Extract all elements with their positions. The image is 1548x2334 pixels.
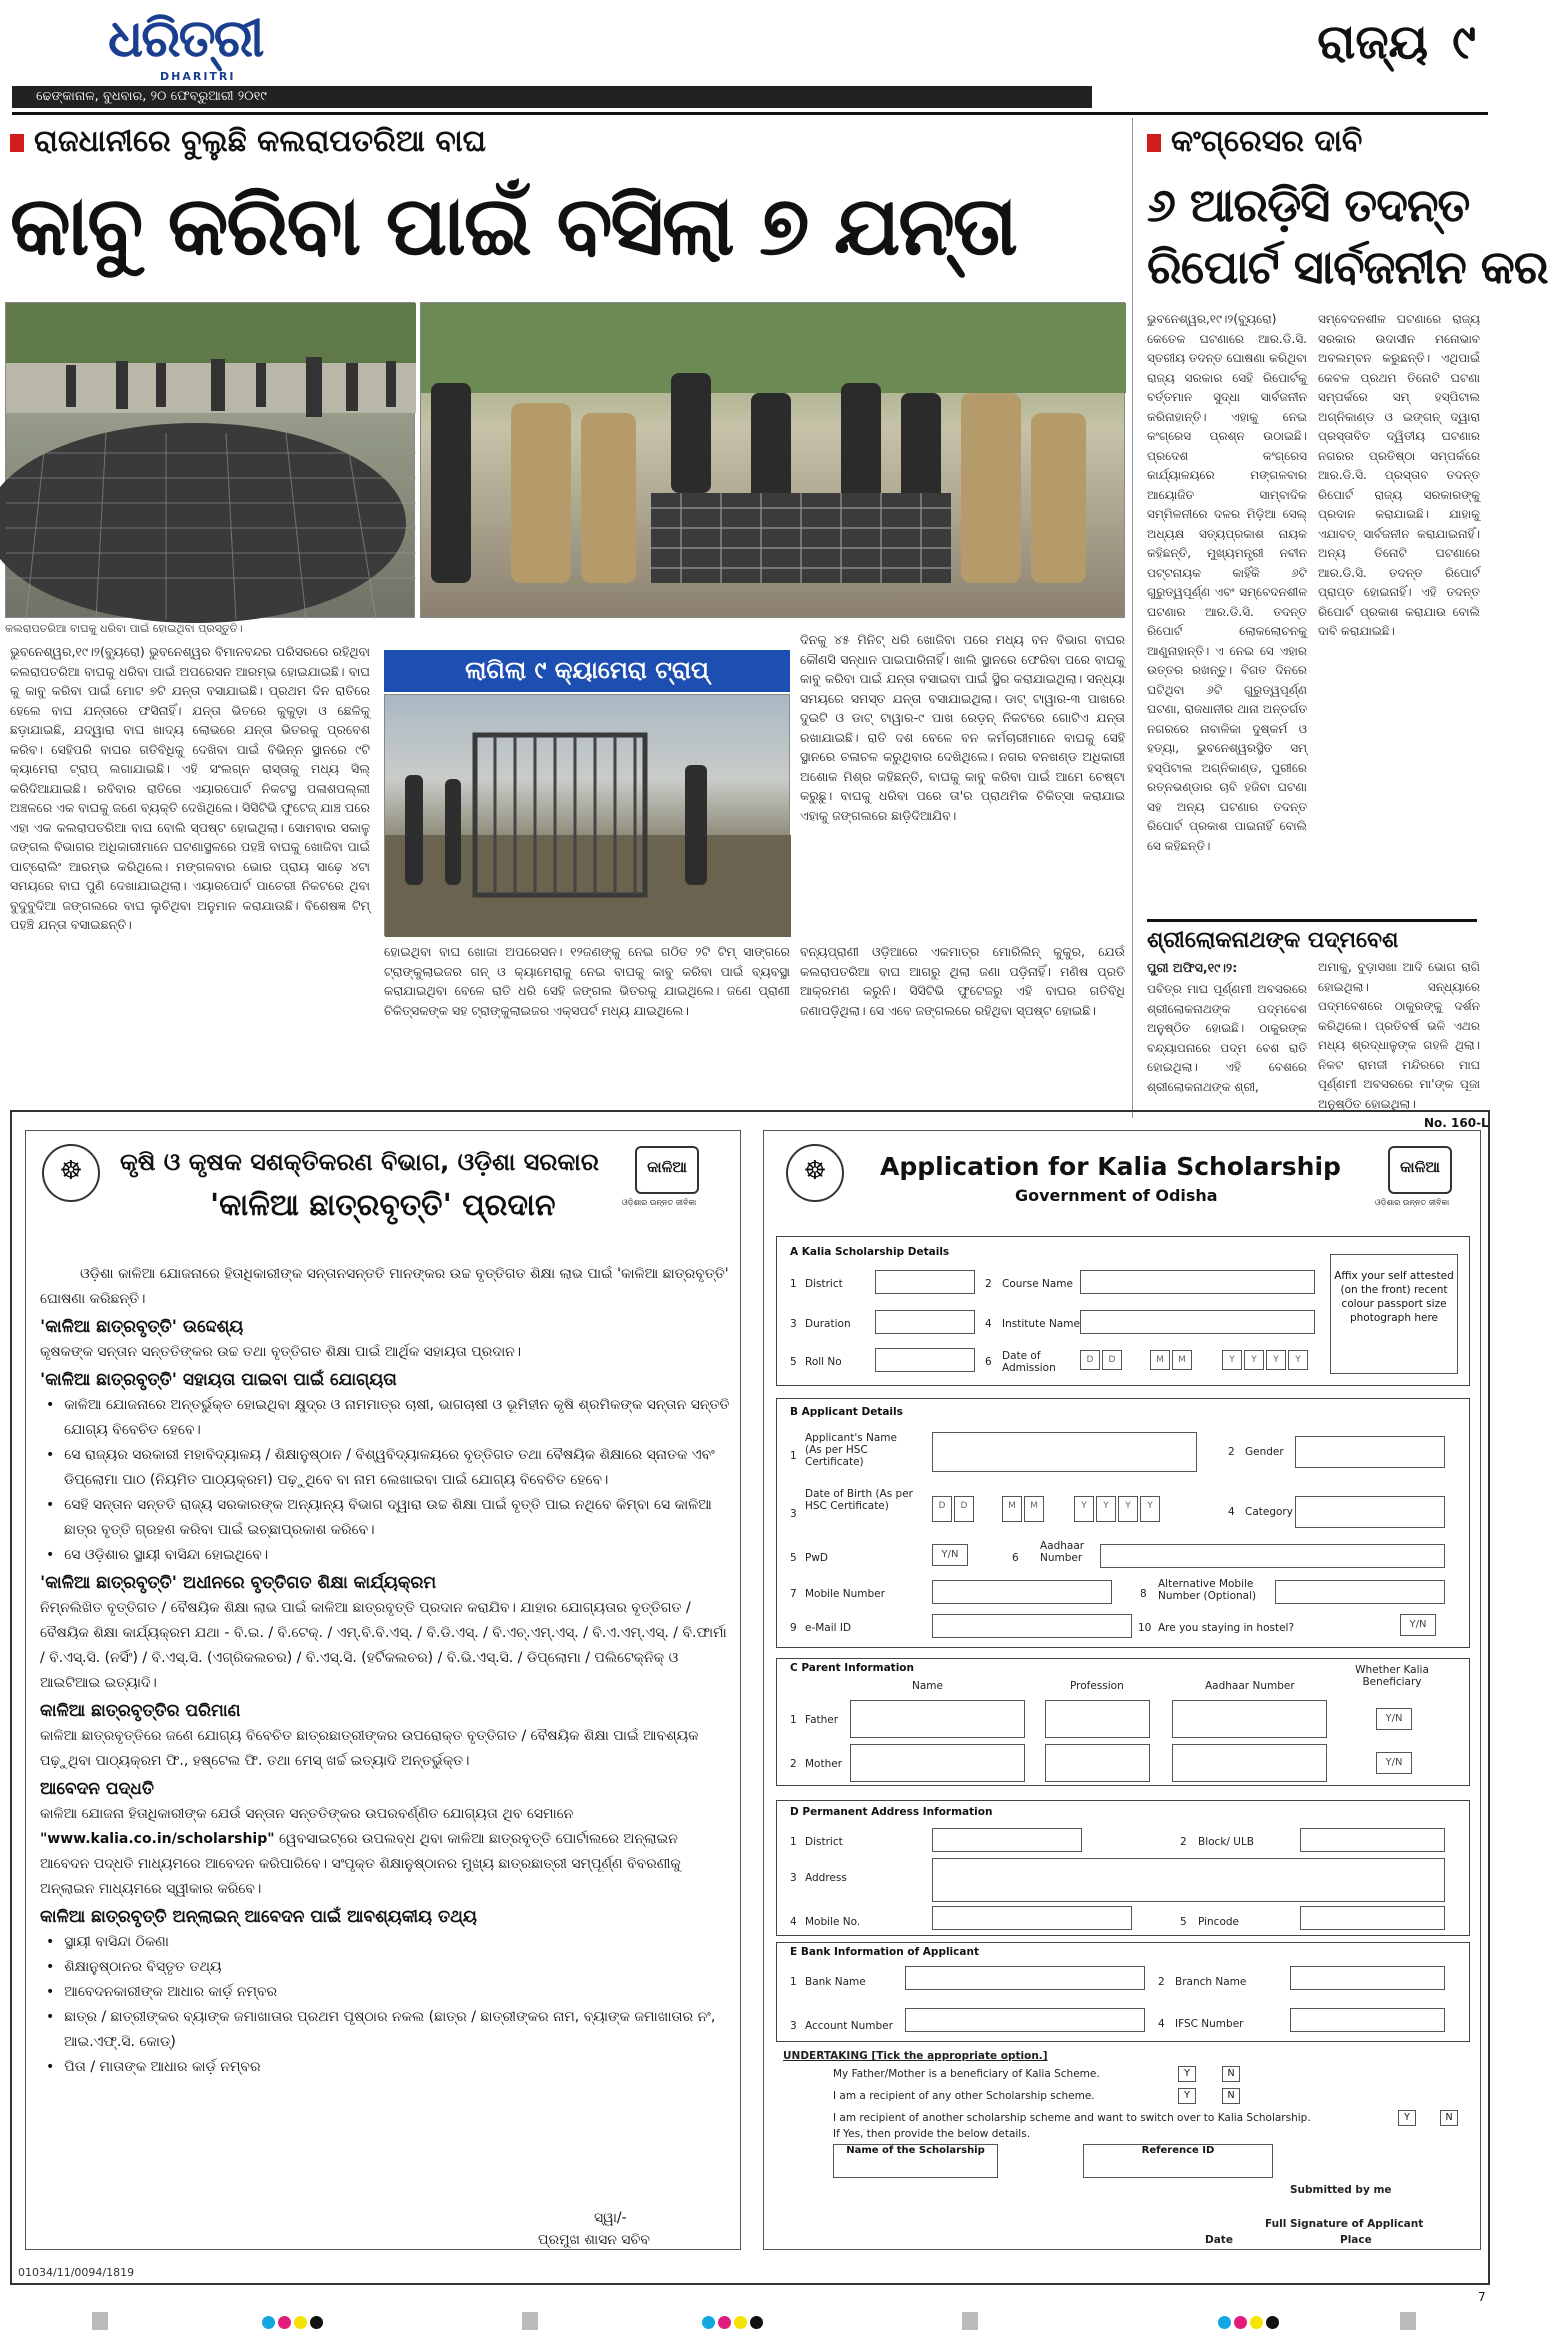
ad-heading-programs: 'କାଳିଆ ଛାତ୍ରବୃତ୍ତି' ଅଧୀନରେ ବୃତ୍ତିଗତ ଶିକ୍ଷା କାର୍ଯ୍ୟକ୍ରମ — [40, 1573, 437, 1593]
left-kicker — [10, 124, 486, 159]
ad-eligibility-list — [64, 1393, 730, 1568]
kicker-square-icon — [1147, 134, 1161, 152]
doa-year-3[interactable]: Y — [1266, 1350, 1286, 1370]
label-roll-num: 5 — [790, 1356, 797, 1368]
label-addr-mobile-num: 4 — [790, 1916, 797, 1928]
district-field[interactable] — [875, 1270, 975, 1294]
label-pincode-num: 5 — [1180, 1916, 1187, 1928]
branch-name-field[interactable] — [1290, 1966, 1445, 1990]
label-category: Category — [1245, 1506, 1293, 1518]
col-kalia-beneficiary: Whether Kalia Beneficiary — [1355, 1664, 1429, 1688]
category-field[interactable] — [1295, 1496, 1445, 1528]
ad-procedure-url[interactable]: "www.kalia.co.in/scholarship" — [40, 1831, 275, 1847]
left-kicker-text: ରାଜଧାନୀରେ ବୁଲୁଛି କଲରାପତରିଆ ବାଘ — [34, 124, 486, 159]
photo-trap-svg — [385, 695, 791, 937]
ad-procedure — [40, 1827, 730, 1902]
right-headline-line1: ୬ ଆରଡ଼ିସି ତଦନ୍ତ — [1147, 178, 1470, 232]
label-addr-district: District — [805, 1836, 843, 1848]
photo-cage-svg — [421, 303, 1126, 619]
ifsc-field[interactable] — [1290, 2008, 1445, 2032]
form-section-a-title: A Kalia Scholarship Details — [790, 1246, 950, 1258]
ad-title-dept: କୃଷି ଓ କୃଷକ ସଶକ୍ତିକରଣ ବିଭାଗ, ଓଡ଼ିଶା ସରକାର — [120, 1148, 599, 1176]
form-section-c-title: C Parent Information — [790, 1662, 914, 1674]
account-number-field[interactable] — [905, 2008, 1145, 2032]
right-kicker-text: କଂଗ୍ରେସର ଦାବି — [1171, 124, 1363, 159]
dob-month-1[interactable]: M — [1002, 1496, 1022, 1522]
mother-profession-field[interactable] — [1045, 1744, 1150, 1782]
ad-heading-amount: କାଳିଆ ଛାତ୍ରବୃତ୍ତିର ପରିମାଣ — [40, 1701, 241, 1721]
father-aadhaar-field[interactable] — [1172, 1700, 1327, 1738]
label-category-num: 4 — [1228, 1506, 1235, 1518]
right-sub-col-b: ଅମାକୁ, ବୁଡ଼ାସଖା ଆଦି ଭୋଗ ରାଗି ହୋଇଥିଲା। ସନ୍ଧ୍ୟାରେ ପଦ୍ମବେଶରେ ଠାକୁରଙ୍କୁ ଦର୍ଶନ କରିଥିଲେ। ପ୍ରତିବର୍ଷ ଭଳି ଏଥର ମଧ୍ୟ ଶ୍ରଦ୍ଧାଳୁଙ୍କ ଗହଳି ଥିଲା। ନିକଟ ରାମଜୀ ମନ୍ଦିରରେ ମାଘ ପୂର୍ଣ୍ଣମୀ ଅବସରରେ ମା'ଙ୍କ ପୂଜା ଅନୁଷ୍ଠିତ ହୋଇଥିଲା। — [1318, 960, 1480, 1111]
doa-year-2[interactable]: Y — [1244, 1350, 1264, 1370]
label-addr-district-num: 1 — [790, 1836, 797, 1848]
label-roll: Roll No — [805, 1356, 842, 1368]
label-mother-num: 2 — [790, 1758, 797, 1770]
left-article-col3-bottom: ବନ୍ୟପ୍ରାଣୀ ଓଡ଼ିଆରେ ଏକମାତ୍ର ମୋରିଲିନ୍ କୁକୁର, ଯେଉଁ କଲରାପତରିଆ ବାଘ ଆଗରୁ ଥିଲା ଜଣା ପଡ଼ିନାହିଁ। ମଣିଷ ପ୍ରତି ଆକ୍ରମଣ କରୁନି। ସିସିଟିଭି ଫୁଟେଜରୁ ଏହି ବାଘର ଗତିବିଧି ଜଣାପଡ଼ିଥିଲା। ସେ ଏବେ ଜଙ୍ଗଲରେ ରହିଥିବା ସ୍ପଷ୍ଟ ହୋଇଛି। — [800, 944, 1125, 1018]
bank-name-field[interactable] — [905, 1966, 1145, 1990]
label-aadhaar: Aadhaar Number — [1040, 1540, 1085, 1564]
masthead — [0, 0, 1500, 118]
label-account: Account Number — [805, 2020, 893, 2032]
label-email-num: 9 — [790, 1622, 797, 1634]
ad-procedure-1: କାଳିଆ ଯୋଜନା ହିତାଧିକାରୀଙ୍କ ଯେଉଁ ସନ୍ତାନ ସନ୍ତତିଙ୍କର ଉପରବର୍ଣ୍ଣିତ ଯୋଗ୍ୟତା ଥିବ ସେମାନେ — [40, 1806, 574, 1822]
label-gender-num: 2 — [1228, 1446, 1235, 1458]
label-mother: Mother — [805, 1758, 843, 1770]
email-field[interactable] — [932, 1614, 1132, 1638]
form-subtitle: Government of Odisha — [1015, 1186, 1218, 1205]
ad-procedure-2: ୱେବସାଇଟ୍‌ରେ ଉପଲବ୍ଧ ଥିବା କାଳିଆ ଛାତ୍ରବୃତ୍ତି ପୋର୍ଟାଲରେ ଅନ୍‌ଲାଇନ ଆବେଦନ ପଦ୍ଧତି ମାଧ୍ୟମରେ ଆବେଦନ କରିପାରିବେ। ସଂପୃକ୍ତ ଶିକ୍ଷାନୁଷ୍ଠାନର ମୁଖ୍ୟ ଛାତ୍ରଛାତ୍ରୀ ସମ୍ପୂର୍ଣ୍ଣ ବିବରଣୀକୁ ଅନ୍‌ଲାଇନ ମାଧ୍ୟମରେ ସ୍ୱୀକାର କରିବେ। — [40, 1831, 681, 1897]
dob-year-1[interactable]: Y — [1074, 1496, 1094, 1522]
registration-marks — [262, 2314, 326, 2328]
addr-mobile-field[interactable] — [932, 1906, 1132, 1930]
father-yn-box[interactable]: Y/N — [1376, 1708, 1412, 1730]
father-name-field[interactable] — [850, 1700, 1025, 1738]
u2-yes-box[interactable]: Y — [1178, 2088, 1196, 2104]
label-block-num: 2 — [1180, 1836, 1187, 1848]
label-block: Block/ ULB — [1198, 1836, 1255, 1848]
ad-notice-body — [40, 1262, 730, 2080]
ad-objective: କୃଷକଙ୍କ ସନ୍ତାନ ସନ୍ତତିଙ୍କର ଉଚ୍ଚ ତଥା ବୃତ୍ତିଗତ ଶିକ୍ଷା ପାଇଁ ଆର୍ଥିକ ସହାୟତା ପ୍ରଦାନ। — [40, 1344, 522, 1360]
label-mobile: Mobile Number — [805, 1588, 885, 1600]
label-email: e-Mail ID — [805, 1622, 852, 1634]
undertaking-2: I am a recipient of any other Scholarship scheme. — [833, 2090, 1095, 2102]
form-title: Application for Kalia Scholarship — [880, 1152, 1341, 1181]
label-institute-num: 4 — [985, 1318, 992, 1330]
reference-id-field[interactable] — [1083, 2144, 1273, 2178]
ad-signatory: ପ୍ରମୁଖ ଶାସନ ସଚିବ — [538, 2232, 650, 2248]
label-branch-num: 2 — [1158, 1976, 1165, 1988]
right-sub-col-a: ପବିତ୍ର ମାଘ ପୂର୍ଣ୍ଣମୀ ଅବସରରେ ଶ୍ରୀଲୋକନାଥଙ୍କ ପଦ୍ମବେଶ ଅନୁଷ୍ଠିତ ହୋଇଛି। ଠାକୁରଙ୍କ ବନ୍ଦ୍ୟାପନାରେ ପଦ୍ମ ବେଶ ରାତି ହୋଇଥିଲା। ଏହି ବେଶରେ ଶ୍ରୀଲୋକନାଥଙ୍କ ଶ୍ରୀ, — [1147, 982, 1307, 1094]
doa-year-4[interactable]: Y — [1288, 1350, 1308, 1370]
section-name: ରାଜ୍ୟ — [1317, 14, 1429, 70]
col-parent-name: Name — [912, 1680, 943, 1692]
list-item: • ସେ ରାଜ୍ୟର ସରକାରୀ ମହାବିଦ୍ୟାଳୟ / ଶିକ୍ଷାନୁଷ୍ଠାନ / ବିଶ୍ୱବିଦ୍ୟାଳୟରେ ବୃତ୍ତିଗତ ତଥା ବୈଷୟିକ ଶିକ୍ଷାରେ ସ୍ନାତକ ଏବଂ ଡିପ୍ଲୋମା ପାଠ (ନିୟମିତ ପାଠ୍ୟକ୍ରମ) ପଢ଼ୁଥିବେ ବା ନାମ ଲେଖାଇବା ପାଇଁ ଯୋଗ୍ୟ ବିବେଚିତ ହେବେ। — [64, 1443, 730, 1493]
registration-bar — [1400, 2312, 1416, 2330]
ad-amount: କାଳିଆ ଛାତ୍ରବୃତ୍ତିରେ ଜଣେ ଯୋଗ୍ୟ ବିବେଚିତ ଛାତ୍ରଛାତ୍ରୀଙ୍କର ଉପରୋକ୍ତ ବୃତ୍ତିଗତ / ବୈଷୟିକ ଶିକ୍ଷା ପାଇଁ ଆବଶ୍ୟକ ପଢ଼ୁଥିବା ପାଠ୍ୟକ୍ରମ ଫି., ହଷ୍ଟେଲ ଫି. ତଥା ମେସ୍ ଖର୍ଚ୍ଚ ଇତ୍ୟାଦି ଅନ୍ତର୍ଭୁକ୍ତ। — [40, 1728, 699, 1769]
pincode-field[interactable] — [1300, 1906, 1445, 1930]
institute-name-field[interactable] — [1080, 1310, 1315, 1334]
form-section-d-title: D Permanent Address Information — [790, 1806, 993, 1818]
u3-no-box[interactable]: N — [1440, 2110, 1458, 2126]
duration-field[interactable] — [875, 1310, 975, 1334]
ad-heading-eligibility: 'କାଳିଆ ଛାତ୍ରବୃତ୍ତି' ସହାୟତା ପାଇବା ପାଇଁ ଯୋଗ୍ୟତା — [40, 1370, 397, 1390]
odisha-emblem-icon: ☸ — [42, 1144, 100, 1202]
label-course-num: 2 — [985, 1278, 992, 1290]
reference-id-label: Reference ID — [1141, 2145, 1215, 2156]
column-rule — [1132, 118, 1133, 1118]
label-father-num: 1 — [790, 1714, 797, 1726]
father-profession-field[interactable] — [1045, 1700, 1150, 1738]
ad-programs: ନିମ୍ନଲିଖିତ ବୃତ୍ତିଗତ / ବୈଷୟିକ ଶିକ୍ଷା ଲାଭ ପାଇଁ କାଳିଆ ଛାତ୍ରବୃତ୍ତି ପ୍ରଦାନ କରାଯିବ। ଯାହାର ଯୋଗ୍ୟତାର ବୃତ୍ତିଗତ / ବୈଷୟିକ ଶିକ୍ଷା କାର୍ଯ୍ୟକ୍ରମ ଯଥା - ବି.ଇ. / ବି.ଟେକ୍. / ଏମ୍.ବି.ବି.ଏସ୍. / ବି.ଡି.ଏସ୍. / ବି.ଏଚ୍.ଏମ୍.ଏସ୍. / ବି.ଏ.ଏମ୍.ଏସ୍. / ବି.ଫାର୍ମା / ବି.ଏସ୍.ସି. (ନର୍ସିଂ) / ବି.ଏସ୍.ସି. (ଏଗ୍ରିକଲଚର) / ବି.ଏସ୍.ସି. (ହର୍ଟିକଲଚର) / ବି.ଭି.ଏସ୍.ସି. / ଡିପ୍ଲୋମା / ପଲିଟେକ୍ନିକ୍ ଓ ଆଇଟିଆଇ ଇତ୍ୟାଦି। — [40, 1600, 727, 1691]
ad-code: 01034/11/0094/1819 — [18, 2266, 135, 2279]
list-item: • ପିତା / ମାତାଙ୍କ ଆଧାର କାର୍ଡ଼ ନମ୍ବର — [64, 2055, 730, 2080]
doa-month-1[interactable]: M — [1150, 1350, 1170, 1370]
kalia-badge-sub: ଓଡ଼ିଶାର ଉନ୍ନତ ଜୀବିକା — [1375, 1198, 1450, 1207]
ad-heading-procedure: ଆବେଦନ ପଦ୍ଧତି — [40, 1779, 154, 1799]
u1-no-box[interactable]: N — [1222, 2066, 1240, 2082]
dob-day-2[interactable]: D — [954, 1496, 974, 1522]
right-sub-dateline: ପୁରୀ ଅଫିସ,୧୯।୨: — [1147, 960, 1238, 975]
registration-bar — [92, 2312, 108, 2330]
list-item: • ସ୍ଥାୟୀ ବାସିନ୍ଦା ଠିକଣା — [64, 1930, 730, 1955]
mother-yn-box[interactable]: Y/N — [1376, 1752, 1412, 1774]
ad-heading-objective: 'କାଳିଆ ଛାତ୍ରବୃତ୍ତି' ଉଦ୍ଦେଶ୍ୟ — [40, 1317, 244, 1337]
undertaking-title: UNDERTAKING [Tick the appropriate option.] — [783, 2050, 1048, 2062]
label-district-num: 1 — [790, 1278, 797, 1290]
left-headline: କାବୁ କରିବା ପାଇଁ ବସିଲା ୭ ଯନ୍ତା — [10, 178, 1016, 274]
mother-aadhaar-field[interactable] — [1172, 1744, 1327, 1782]
trap-heading: ଲାଗିଲା ୯ କ୍ୟାମେରା ଟ୍ରାପ୍ — [384, 650, 790, 692]
photo-caption: କଲରାପତରିଆ ବାଘକୁ ଧରିବା ପାଇଁ ହୋଇଥିବା ପ୍ରସ୍ତୁତି। — [5, 622, 243, 635]
dob-day-1[interactable]: D — [932, 1496, 952, 1522]
registration-marks — [1218, 2314, 1282, 2328]
photo-camera-trap — [384, 694, 790, 936]
dob-year-2[interactable]: Y — [1096, 1496, 1116, 1522]
u2-no-box[interactable]: N — [1222, 2088, 1240, 2104]
odisha-emblem-icon: ☸ — [786, 1144, 844, 1202]
photo-box[interactable]: Affix your self attested (on the front) recent colour passport size photograph here — [1330, 1254, 1458, 1374]
label-branch: Branch Name — [1175, 1976, 1247, 1988]
label-mobile-num: 7 — [790, 1588, 797, 1600]
kalia-badge: କାଳିଆ — [635, 1146, 699, 1194]
footer-page-number: 7 — [1478, 2290, 1486, 2304]
label-hostel: Are you staying in hostel? — [1158, 1622, 1295, 1634]
undertaking-3: I am recipient of another scholarship scheme and want to switch over to Kalia Scholarship. — [833, 2112, 1311, 2124]
aadhaar-field[interactable] — [1100, 1544, 1445, 1568]
label-pincode: Pincode — [1198, 1916, 1239, 1928]
label-duration: Duration — [805, 1318, 851, 1330]
photo-cage-carried — [420, 302, 1125, 618]
undertaking-1: My Father/Mother is a beneficiary of Kalia Scheme. — [833, 2068, 1100, 2080]
label-pwd-num: 5 — [790, 1552, 797, 1564]
label-institute: Institute Name — [1002, 1318, 1080, 1330]
label-account-num: 3 — [790, 2020, 797, 2032]
label-duration-num: 3 — [790, 1318, 797, 1330]
label-doa: Date of Admission — [1002, 1350, 1056, 1374]
scholarship-name-label: Name of the Scholarship — [846, 2145, 985, 2156]
undertaking-3b: If Yes, then provide the below details. — [833, 2128, 1031, 2140]
label-addr-mobile: Mobile No. — [805, 1916, 861, 1928]
label-dob-num: 3 — [790, 1508, 797, 1520]
block-field[interactable] — [1300, 1828, 1445, 1852]
registration-marks — [702, 2314, 766, 2328]
label-pwd: PwD — [805, 1552, 829, 1564]
pwd-yn-box[interactable]: Y/N — [932, 1544, 968, 1566]
label-doa-num: 6 — [985, 1356, 992, 1368]
scholarship-name-field[interactable] — [833, 2144, 998, 2178]
section-label — [1317, 14, 1476, 71]
dob-year-3[interactable]: Y — [1118, 1496, 1138, 1522]
list-item: • ଶିକ୍ଷାନୁଷ୍ଠାନର ବିସ୍ତୃତ ତଥ୍ୟ — [64, 1955, 730, 1980]
ad-signature: ସ୍ୱା/- — [594, 2210, 627, 2226]
page-number: ୯ — [1452, 14, 1476, 70]
addr-district-field[interactable] — [932, 1828, 1082, 1852]
label-ifsc-num: 4 — [1158, 2018, 1165, 2030]
submitted-by: Submitted by me — [1290, 2184, 1392, 2196]
label-district: District — [805, 1278, 843, 1290]
signature-label: Full Signature of Applicant — [1265, 2218, 1424, 2230]
mother-name-field[interactable] — [850, 1744, 1025, 1782]
label-father: Father — [805, 1714, 839, 1726]
kalia-badge-sub: ଓଡ଼ିଶାର ଉନ୍ନତ ଜୀବିକା — [622, 1198, 697, 1207]
ad-title-scholarship: 'କାଳିଆ ଛାତ୍ରବୃତ୍ତି' ପ୍ରଦାନ — [210, 1188, 556, 1223]
right-headline-line2: ରିପୋର୍ଟ ସାର୍ବଜନୀନ କର — [1147, 240, 1548, 294]
left-article-col3: ଦିନକୁ ୪୫ ମିନିଟ୍ ଧରି ଖୋଜିବା ପରେ ମଧ୍ୟ ବନ ବିଭାଗ ବାଘର କୌଣସି ସନ୍ଧାନ ପାଇପାରିନାହିଁ। ଖାଲି ସ୍ଥାନରେ ଫେରିବା ପରେ ବାଘକୁ କାବୁ କରିବା ପାଇଁ ଯନ୍ତା ବସାଇବା ପାଇଁ ସ୍ଥିର କରାଯାଇଥିଲା। ସନ୍ଧ୍ୟା ସମୟରେ ସମସ୍ତ ଯନ୍ତା ବସାଯାଇଥିଲା। ଡାଟ୍ ଟାୱାର-୩ ପାଖରେ ଦୁଇଟି ଓ ଡାଟ୍ ଟାୱାର-୯ ପାଖ ରେଡ଼ନ୍ ନିକଟରେ ଗୋଟିଏ ଯନ୍ତା ରଖାଯାଇଛି। ରାତି ଦଶ ବେଳେ ବନ କର୍ମଚାରୀମାନେ ବାଘକୁ ସେହି ସ୍ଥାନରେ ଚଳାଚଳ କରୁଥିବାର ଦେଖିଥିଲେ। ନଗର ବନଖଣ୍ଡ ଅଧିକାରୀ ଅଶୋକ ମିଶ୍ର କହିଛନ୍ତି, ବାଘକୁ କାବୁ କରିବା ପାଇଁ ଆମେ ଚେଷ୍ଟା କରୁଛୁ। ବାଘକୁ ଧରିବା ପରେ ତା'ର ପ୍ରାଥମିକ ଚିକିତ୍ସା କରାଯାଇ ଏହାକୁ ଜଙ୍ଗଲରେ ଛାଡ଼ିଦିଆଯିବ। — [800, 632, 1125, 823]
newspaper-logo-sub: DHARITRI — [160, 70, 236, 83]
applicant-name-field[interactable] — [932, 1432, 1197, 1472]
label-address: Address — [805, 1872, 847, 1884]
list-item: • ସେ ଓଡ଼ିଶାର ସ୍ଥାୟୀ ବାସିନ୍ଦା ହୋଇଥିବେ। — [64, 1543, 730, 1568]
registration-bar — [962, 2312, 978, 2330]
u3-yes-box[interactable]: Y — [1398, 2110, 1416, 2126]
date-label: Date — [1205, 2234, 1233, 2246]
kalia-badge: କାଳିଆ — [1388, 1146, 1452, 1194]
list-item: • ସେହି ସନ୍ତାନ ସନ୍ତତି ରାଜ୍ୟ ସରକାରଙ୍କ ଅନ୍ୟାନ୍ୟ ବିଭାଗ ଦ୍ୱାରା ଉଚ୍ଚ ଶିକ୍ଷା ପାଇଁ ବୃତ୍ତି ପାଇ ନଥିବେ କିମ୍ବା ସେ କାଳିଆ ଛାତ୍ର ବୃତ୍ତି ଗ୍ରହଣ କରିବା ପାଇଁ ଇଚ୍ଛାପ୍ରକାଶ କରିବେ। — [64, 1493, 730, 1543]
form-section-e-title: E Bank Information of Applicant — [790, 1946, 979, 1958]
label-applicant-name: Applicant's Name (As per HSC Certificate) — [805, 1432, 897, 1468]
mobile-field[interactable] — [932, 1580, 1112, 1604]
label-hostel-num: 10 — [1138, 1622, 1152, 1634]
label-aadhaar-num: 6 — [1012, 1552, 1019, 1564]
hostel-yn-box[interactable]: Y/N — [1400, 1614, 1436, 1636]
list-item: • କାଳିଆ ଯୋଜନାରେ ଅନ୍ତର୍ଭୁକ୍ତ ହୋଇଥିବା କ୍ଷୁଦ୍ର ଓ ନାମମାତ୍ର ଚାଷୀ, ଭାଗଚାଷୀ ଓ ଭୂମିହୀନ କୃଷି ଶ୍ରମିକଙ୍କ ସନ୍ତାନ ସନ୍ତତି ଯୋଗ୍ୟ ବିବେଚିତ ହେବେ। — [64, 1393, 730, 1443]
ad-heading-documents: କାଳିଆ ଛାତ୍ରବୃତ୍ତି ଅନ୍‌ଲାଇନ୍ ଆବେଦନ ପାଇଁ ଆବଶ୍ୟକୀୟ ତଥ୍ୟ — [40, 1907, 477, 1927]
list-item: • ଛାତ୍ର / ଛାତ୍ରୀଙ୍କର ବ୍ୟାଙ୍କ ଜମାଖାତାର ପ୍ରଥମ ପୃଷ୍ଠାର ନକଲ (ଛାତ୍ର / ଛାତ୍ରୀଙ୍କର ନାମ, ବ୍ୟାଙ୍କ ଜମାଖାତାର ନଂ, ଆଇ.ଏଫ୍.ସି. କୋଡ୍) — [64, 2005, 730, 2055]
alt-mobile-field[interactable] — [1275, 1580, 1445, 1604]
label-alt-mobile: Alternative Mobile Number (Optional) — [1158, 1578, 1257, 1602]
label-bank: Bank Name — [805, 1976, 866, 1988]
label-dob: Date of Birth (As per HSC Certificate) — [805, 1488, 913, 1512]
label-bank-num: 1 — [790, 1976, 797, 1988]
doa-year-1[interactable]: Y — [1222, 1350, 1242, 1370]
dob-year-4[interactable]: Y — [1140, 1496, 1160, 1522]
label-address-num: 3 — [790, 1872, 797, 1884]
u1-yes-box[interactable]: Y — [1178, 2066, 1196, 2082]
place-label: Place — [1340, 2234, 1372, 2246]
list-item: • ଆବେଦନକାରୀଙ୍କ ଆଧାର କାର୍ଡ଼ ନମ୍ବର — [64, 1980, 730, 2005]
label-alt-mobile-num: 8 — [1140, 1588, 1147, 1600]
label-course: Course Name — [1002, 1278, 1073, 1290]
dateline: ଢେଙ୍କାନାଳ, ବୁଧବାର, ୨୦ ଫେବ୍ରୁଆରୀ ୨୦୧୯ — [12, 86, 1092, 108]
ad-number: No. 160-L — [1424, 1116, 1489, 1130]
label-ifsc: IFSC Number — [1175, 2018, 1244, 2030]
gender-field[interactable] — [1295, 1436, 1445, 1468]
roll-no-field[interactable] — [875, 1348, 975, 1372]
doa-month-2[interactable]: M — [1172, 1350, 1192, 1370]
right-article-col-a: ଭୁବନେଶ୍ୱର,୧୯।୨(ବ୍ୟୁରୋ) କେତେକ ଘଟଣାରେ ଆର.ଡି.ସି. ସ୍ତରୀୟ ତଦନ୍ତ ଘୋଷଣା କରିଥିବା ରାଜ୍ୟ ସରକାର ସେହି ରିପୋର୍ଟକୁ ବର୍ତ୍ତମାନ ସୁଦ୍ଧା ସାର୍ବଜନୀନ କରିନାହାନ୍ତି। ଏହାକୁ ନେଇ କଂଗ୍ରେସ ପ୍ରଶ୍ନ ଉଠାଇଛି। ପ୍ରଦେଶ କଂଗ୍ରେସ କାର୍ଯ୍ୟାଳୟରେ ମଙ୍ଗଳବାର ଆୟୋଜିତ ସାମ୍ବାଦିକ ସମ୍ମିଳନୀରେ ଦଳର ମିଡ଼ିଆ ସେଲ୍ ଅଧ୍ୟକ୍ଷ ସତ୍ୟପ୍ରକାଶ ନାୟକ କହିଛନ୍ତି, ମୁଖ୍ୟମନ୍ତ୍ରୀ ନବୀନ ପଟ୍ଟନାୟକ କାହିଁକି ୬ଟି ଗୁରୁତ୍ୱପୂର୍ଣ୍ଣ ଏବଂ ସମ୍ବେଦନଶୀଳ ଘଟଣାର ଆର.ଡି.ସି. ତଦନ୍ତ ରିପୋର୍ଟ ଲୋକଲୋଚନକୁ ଆଣୁନାହାନ୍ତି। ଏ ନେଇ ସେ ଏହାର ଉତ୍ତର ରଖନ୍ତୁ। ବିଗତ ଦିନରେ ଘଟିଥିବା ୬ଟି ଗୁରୁତ୍ୱପୂର୍ଣ୍ଣ ଘଟଣା, ରାଜଧାନୀର ଥାନା ଅନ୍ତର୍ଗତ ନଗରରେ ନାବାଳିକା ଦୁଷ୍କର୍ମ ଓ ହତ୍ୟା, ଭୁବନେଶ୍ୱରସ୍ଥିତ ସମ୍ ହସ୍ପିଟାଲ ଅଗ୍ନିକାଣ୍ଡ, ପୁରୀରେ ରତ୍ନଭଣ୍ଡାର ଚାବି ହଜିବା ଘଟଣା ସହ ଅନ୍ୟ ଘଟଣାର ତଦନ୍ତ ରିପୋର୍ଟ ପ୍ରକାଶ ପାଇନାହିଁ ବୋଲି ସେ କହିଛନ୍ତି। — [1147, 312, 1307, 853]
photo-net-on-road — [5, 302, 415, 618]
doa-day-2[interactable]: D — [1102, 1350, 1122, 1370]
label-name-num: 1 — [790, 1450, 797, 1462]
left-article-col1: ଭୁବନେଶ୍ୱର,୧୯।୨(ବ୍ୟୁରୋ) ଭୁବନେଶ୍ୱର ବିମାନବନ୍ଦର ପରିସରରେ ରହିଥିବା କଲରାପତରିଆ ବାଘକୁ ଧରିବା ପାଇଁ ଅପରେସନ ଆରମ୍ଭ ହୋଇଯାଇଛି। ବାଘ କୁ କାବୁ କରିବା ପାଇଁ ମୋଟ ୭ଟି ଯନ୍ତା ବସାଯାଇଛି। ପ୍ରଥମ ଦିନ ରାତିରେ ହେଲେ ବାଘ ଯନ୍ତାରେ ଫସିନାହିଁ। ଯନ୍ତା ଭିତରେ କୁକୁଡ଼ା ଓ ଛେଳିକୁ ଛଡ଼ାଯାଇଛି, ଯଦ୍ୱାରା ବାଘ ଖାଦ୍ୟ ଲୋଭରେ ଯନ୍ତା ଭିତରକୁ ପ୍ରବେଶ କରିବ। ସେହିପରି ବାଘର ଗତିବିଧିକୁ ଦେଖିବା ପାଇଁ ବିଭିନ୍ନ ସ୍ଥାନରେ ୯ଟି କ୍ୟାମେରା ଟ୍ରାପ୍ ଲଗାଯାଇଛି। ଏହି ସଂଲଗ୍ନ ରାସ୍ତାକୁ ମଧ୍ୟ ସିଲ୍ କରିଦିଆଯାଇଛି। ରବିବାର ରାତିରେ ଏୟାରପୋର୍ଟ ନିକଟସ୍ଥ ପଳାଶପଲ୍ଲୀ ଅଞ୍ଚଳରେ ଏକ ବାଘକୁ ଜଣେ ବ୍ୟକ୍ତି ଦେଖିଥିଲେ। ସିସିଟିଭି ଫୁଟେଜ୍ ଯାଞ୍ଚ ପରେ ଏହା ଏକ କଲରାପତରିଆ ବାଘ ବୋଲି ସ୍ପଷ୍ଟ ହୋଇଥିଲା। ସୋମବାର ସକାଳୁ ଜଙ୍ଗଲ ବିଭାଗର ଅଧିକାରୀମାନେ ଘଟଣାସ୍ଥଳରେ ପହଞ୍ଚି ବାଘକୁ ଖୋଜିବା ପାଇଁ ପାଟ୍ରୋଲିଂ ଆରମ୍ଭ କରିଥିଲେ। ମଙ୍ଗଳବାର ଭୋର ପ୍ରାୟ ସାଢ଼େ ୪ଟା ସମୟରେ ବାଘ ପୁଣି ଦେଖାଯାଇଥିଲା। ଏୟାରପୋର୍ଟ ପାଚେରୀ ନିକଟରେ ଥିବା ବୁଦୁବୁଦିଆ ଜଙ୍ଗଲରେ ବାଘ ଲୁଚିଥିବା ଅନୁମାନ କରାଯାଉଛି। ବିଶେଷଜ୍ଞ ଟିମ୍ ପହଞ୍ଚି ଯନ୍ତା ବସାଇଛନ୍ତି। — [10, 644, 370, 932]
top-rule — [12, 112, 1488, 115]
right-kicker — [1147, 124, 1362, 159]
photo-net-svg — [6, 303, 416, 619]
col-parent-profession: Profession — [1070, 1680, 1124, 1692]
kicker-square-icon — [10, 134, 24, 152]
right-subhead: ଶ୍ରୀଲୋକନାଥଙ୍କ ପଦ୍ମବେଶ — [1147, 919, 1477, 953]
label-gender: Gender — [1245, 1446, 1284, 1458]
form-section-b-title: B Applicant Details — [790, 1406, 903, 1418]
doa-day-1[interactable]: D — [1080, 1350, 1100, 1370]
registration-bar — [522, 2312, 538, 2330]
left-article-col2: ହୋଇଥିବା ବାଘ ଖୋଜା ଅପରେସନ। ୧୨ଜଣଙ୍କୁ ନେଇ ଗଠିତ ୨ଟି ଟିମ୍ ସାଙ୍ଗରେ ଟ୍ରାଙ୍କୁଲାଇଜର ଗନ୍ ଓ କ୍ୟାମେରାକୁ ନେଇ ବାଘକୁ କାବୁ କରିବା ପାଇଁ ବ୍ୟବସ୍ଥା କରାଯାଇଥିବା ବେଳେ ରାତି ଧରି ସେହି ଜଙ୍ଗଲ ଭିତରକୁ ଯାଇଥିଲେ। ଜଣେ ପ୍ରାଣୀ ଚିକିତ୍ସକଙ୍କ ସହ ଟ୍ରାଙ୍କୁଲାଇଜର ଏକ୍ସପର୍ଟ ମଧ୍ୟ ଯାଇଥିଲେ। — [384, 944, 790, 1018]
address-field[interactable] — [932, 1858, 1445, 1902]
right-article-col-b: ସମ୍ବେଦନଶୀଳ ଘଟଣାରେ ରାଜ୍ୟ ସରକାର ଉଦାସୀନ ମନୋଭାବ ଅବଲମ୍ବନ କରୁଛନ୍ତି। ଏଥିପାଇଁ କେବଳ ପ୍ରଥମ ତିନୋଟି ଘଟଣା ସମ୍ପର୍କରେ ସମ୍ ହସ୍ପିଟାଲ ଅଗ୍ନିକାଣ୍ଡ ଓ ଇଙ୍ଗନ୍ ଦ୍ୱାରା ପ୍ରସ୍ତାବିତ ଦ୍ୱିତୀୟ ଘଟଣାର ନଗରର ପ୍ରତିଷ୍ଠା ସମ୍ପର୍କରେ ଆର.ଡି.ସି. ପ୍ରସ୍ତାବ ତଦନ୍ତ ରିପୋର୍ଟ ରାଜ୍ୟ ସରକାରଙ୍କୁ ପ୍ରଦାନ କରାଯାଇଛି। ଯାହାକୁ ଏଯାବତ୍ ସାର୍ବଜନୀନ କରାଯାଇନାହିଁ। ଅନ୍ୟ ତିନୋଟି ଘଟଣାରେ ଆର.ଡି.ସି. ତଦନ୍ତ ରିପୋର୍ଟ ପ୍ରାପ୍ତ ହୋଇନାହିଁ। ଏହି ତଦନ୍ତ ରିପୋର୍ଟ ପ୍ରକାଶ କରାଯାଉ ବୋଲି ଦାବି କରାଯାଇଛି। — [1318, 312, 1480, 638]
ad-intro: ଓଡ଼ିଶା କାଳିଆ ଯୋଜନାରେ ହିତାଧିକାରୀଙ୍କ ସନ୍ତାନସନ୍ତତି ମାନଙ୍କର ଉଚ୍ଚ ବୃତ୍ତିଗତ ଶିକ୍ଷା ଲାଭ ପାଇଁ 'କାଳିଆ ଛାତ୍ରବୃତ୍ତି' ଘୋଷଣା କରିଛନ୍ତି। — [40, 1266, 729, 1307]
course-name-field[interactable] — [1080, 1270, 1315, 1294]
newspaper-logo: ଧରିତ୍ରୀ — [108, 8, 263, 69]
ad-documents-list — [64, 1930, 730, 2080]
dob-month-2[interactable]: M — [1024, 1496, 1044, 1522]
col-parent-aadhaar: Aadhaar Number — [1205, 1680, 1295, 1692]
